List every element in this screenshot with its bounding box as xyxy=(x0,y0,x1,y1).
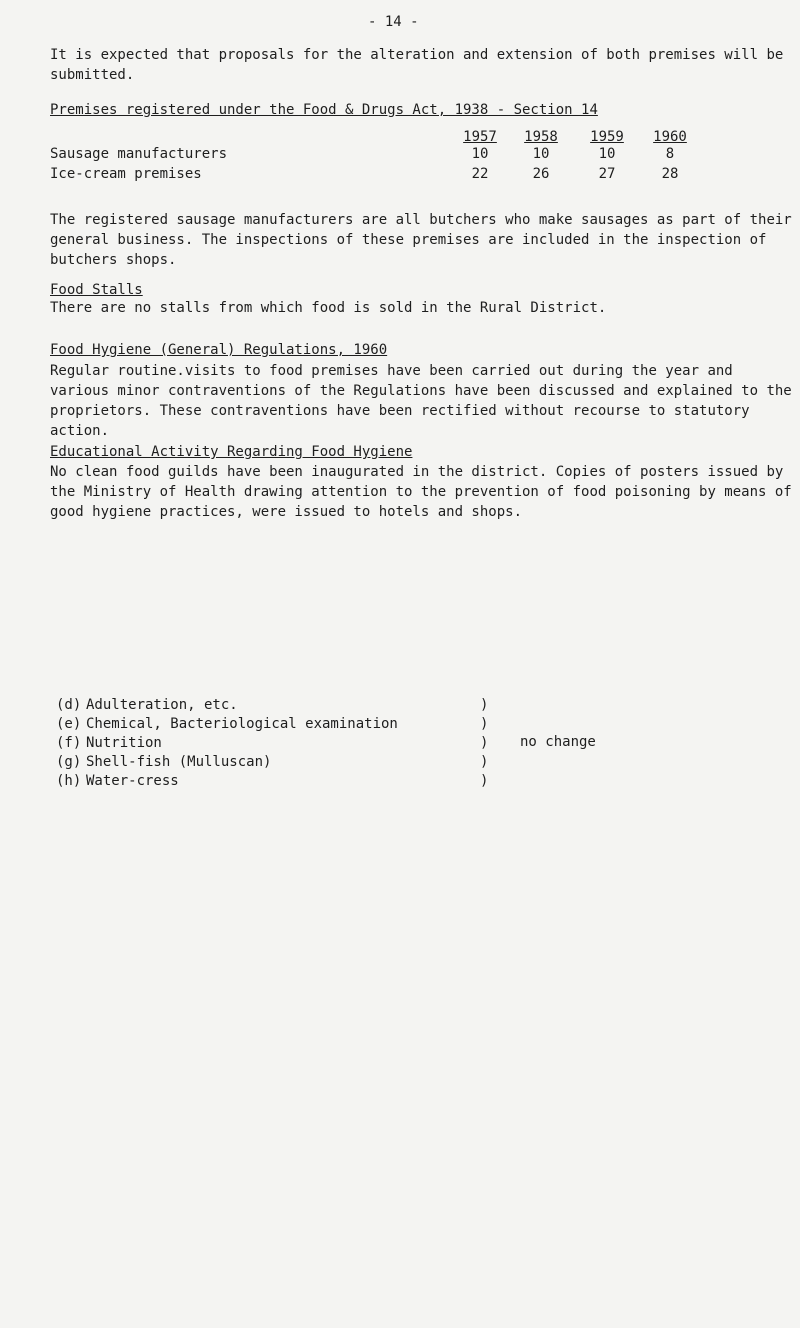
regulations-heading: Food Hygiene (General) Regulations, 1960 xyxy=(50,342,388,358)
premises-row-icecream xyxy=(50,166,740,186)
item-label: Water-cress xyxy=(86,773,179,789)
year-1958: 1958 xyxy=(524,129,558,145)
page-number: - 14 - xyxy=(368,14,419,30)
item-key: (g) xyxy=(56,754,82,770)
list-item xyxy=(56,716,398,736)
row-label: Ice-cream premises xyxy=(50,166,202,182)
list-item xyxy=(56,735,162,755)
brace-glyph: ) xyxy=(480,735,489,751)
year-1957: 1957 xyxy=(463,129,497,145)
list-item xyxy=(56,773,179,793)
regulations-text: Regular routine.visits to food premises have been carried out during the year and various minor contraventions of the Regulations have been discussed and explained to the proprietors. These contraventions have been rectified without recourse to statutory action. xyxy=(50,363,792,439)
premises-row-sausage xyxy=(50,146,740,166)
list-item xyxy=(56,697,238,717)
row-value: 22 xyxy=(471,166,489,182)
item-key: (f) xyxy=(56,735,82,751)
education-text: No clean food guilds have been inaugurated in the district. Copies of posters issued by the Ministry of Health drawing attention to the prevention of food poisoning by means of good hygiene practices, were issued to hotels and shops. xyxy=(50,464,792,520)
education-heading: Educational Activity Regarding Food Hygiene xyxy=(50,444,413,460)
year-1959: 1959 xyxy=(590,129,624,145)
premises-note: The registered sausage manufacturers are all butchers who make sausages as part of their general business. The inspections of these premises are included in the inspection of butchers shops. xyxy=(50,212,792,268)
row-value: 10 xyxy=(471,146,489,162)
items-status: no change xyxy=(520,734,596,750)
item-label: Adulteration, etc. xyxy=(86,697,238,713)
premises-heading: Premises registered under the Food & Drugs Act, 1938 - Section 14 xyxy=(50,102,598,118)
row-value: 10 xyxy=(532,146,550,162)
item-key: (e) xyxy=(56,716,82,732)
year-1960: 1960 xyxy=(653,129,687,145)
item-label: Shell-fish (Mulluscan) xyxy=(86,754,272,770)
food-stalls-heading: Food Stalls xyxy=(50,282,143,298)
item-key: (d) xyxy=(56,697,82,713)
row-value: 27 xyxy=(598,166,616,182)
list-item xyxy=(56,754,271,774)
item-key: (h) xyxy=(56,773,82,789)
brace-glyph: ) xyxy=(480,697,489,713)
brace-glyph: ) xyxy=(480,754,489,770)
row-value: 26 xyxy=(532,166,550,182)
row-value: 8 xyxy=(665,146,675,162)
food-stalls-text: There are no stalls from which food is sold in the Rural District. xyxy=(50,300,607,316)
row-value: 28 xyxy=(661,166,679,182)
row-label: Sausage manufacturers xyxy=(50,146,228,162)
item-label: Chemical, Bacteriological examination xyxy=(86,716,398,732)
brace-glyph: ) xyxy=(480,716,489,732)
brace-glyph: ) xyxy=(480,773,489,789)
row-value: 10 xyxy=(598,146,616,162)
intro-paragraph: It is expected that proposals for the alteration and extension of both premises will be submitted. xyxy=(50,47,784,83)
item-label: Nutrition xyxy=(86,735,162,751)
